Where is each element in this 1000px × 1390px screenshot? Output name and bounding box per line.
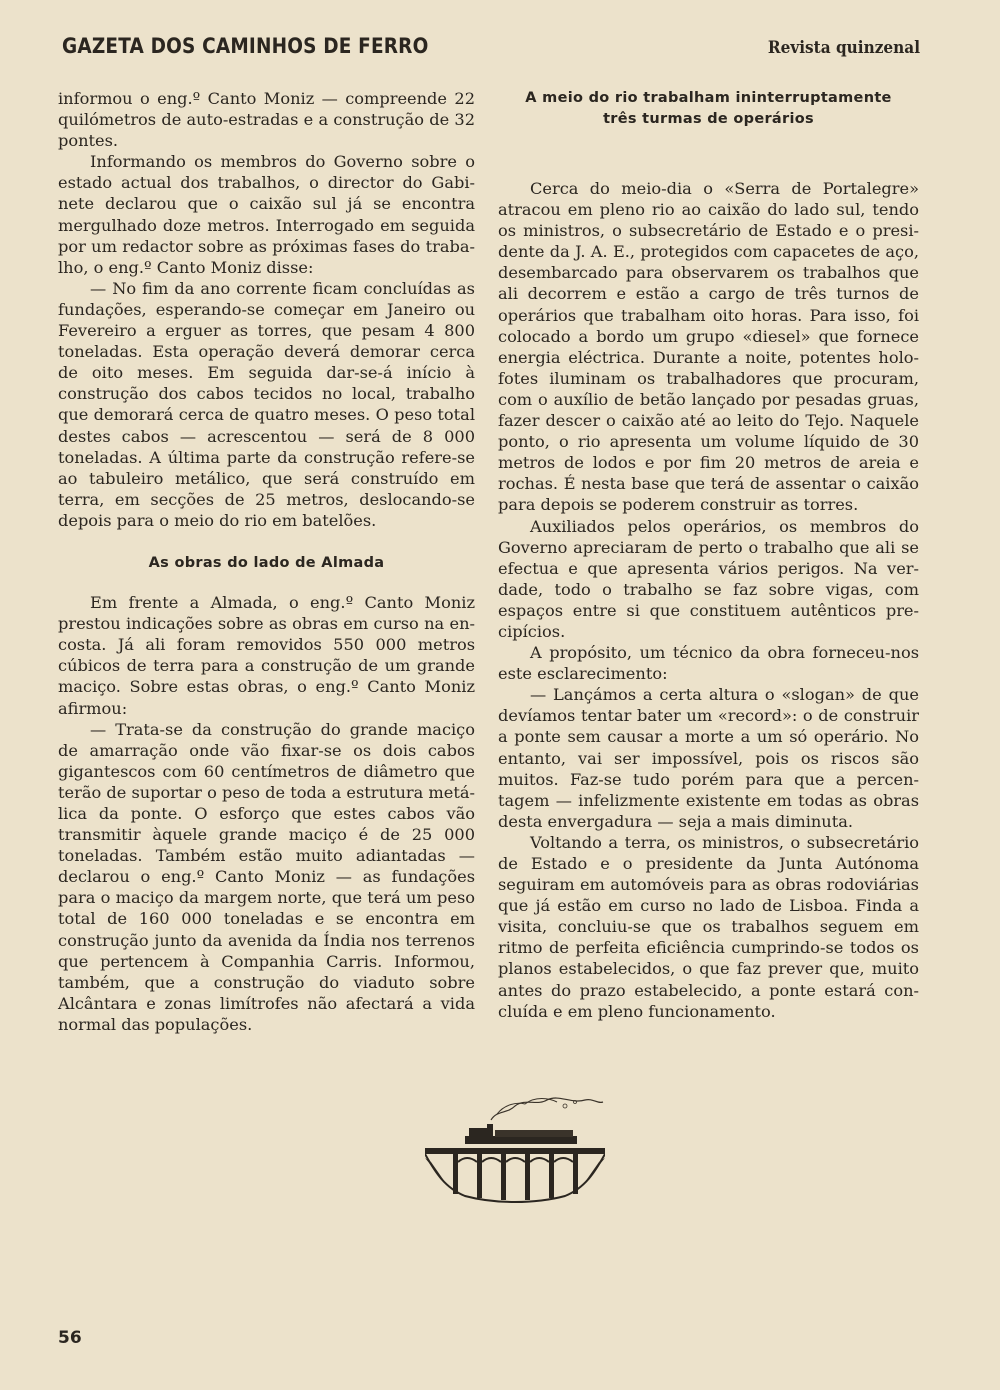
publication-title: GAZETA DOS CAMINHOS DE FERRO: [62, 34, 429, 58]
page-header: [62, 22, 920, 58]
paragraph: — No fim da ano corrente ficam concluídas as fundações, esperando-se começar em Janeiro ou Fevereiro a erguer as torres, que pesam 4 800 toneladas. Esta operação deverá demorar cerca de oito meses. Em seguida dar-se-á início à construção dos cabos tecidos no local, trabalho que demorará cerca de quatro meses. O peso total destes cabos — acrescentou — será de 8 000 toneladas. A última parte da construção refere-se ao tabuleiro metálico, que será construído em terra, em secções de 25 metros, deslocando-se depois para o meio do rio em batelões.: [58, 278, 475, 530]
left-column: [58, 88, 475, 1035]
publication-subtitle: Revista quinzenal: [767, 38, 920, 58]
paragraph: informou o eng.º Canto Moniz — compreende 22 quilómetros de auto-estradas e a construção de 32 pontes.: [58, 89, 475, 151]
paragraph: Auxiliados pelos operários, os membros do Governo apreciaram de perto o trabalho que ali se efectua e que apresenta vários perigos. Na verdade, todo o trabalho se faz sobre vigas, com espaços entre si que constituem autênticos precipícios.: [498, 516, 919, 641]
paragraph: Em frente a Almada, o eng.º Canto Moniz prestou indicações sobre as obras em curso na encosta. Já ali foram removidos 550 000 metros cúbicos de terra para a construção de um grande maciço. Sobre estas obras, o eng.º Canto Moniz afirmou:: [58, 593, 475, 718]
section-heading: [498, 88, 919, 130]
section-heading-line: A meio do rio trabalham ininterruptamente: [525, 90, 892, 106]
section-heading-line: três turmas de operários: [603, 111, 814, 127]
paragraph: Voltando a terra, os ministros, o subsecretário de Estado e o presidente da Junta Autónoma seguiram em automóveis para as obras rodoviárias que já estão em curso no lado de Lisboa. Finda a visita, concluiu-se que os trabalhos seguem em ritmo de perfeita eficiência cumprindo-se todos os planos estabelecidos, o que faz prever que, muito antes do prazo estabelecido, a ponte estará concluída e em pleno funcionamento.: [498, 832, 919, 1021]
paragraph: — Lançámos a certa altura o «slogan» de que devíamos tentar bater um «record»: o de construir a ponte sem causar a morte a um só operário. No entanto, vai ser impossível, pois os riscos são muitos. Faz-se tudo porém para que a percentagem — infelizmente existente em todas as obras desta envergadura — seja a mais diminuta.: [498, 685, 919, 831]
page-number: 56: [58, 1328, 82, 1348]
train-on-viaduct-icon: [425, 1092, 605, 1204]
right-column: [498, 88, 919, 1022]
section-heading: As obras do lado de Almada: [148, 554, 385, 571]
paragraph: Informando os membros do Governo sobre o estado actual dos trabalhos, o director do Gabinete declarou que o caixão sul já se encontra mergulhado doze metros. Interrogado em seguida por um redactor sobre as próximas fases do trabalho, o eng.º Canto Moniz disse:: [58, 152, 475, 277]
paragraph: — Trata-se da construção do grande maciço de amarração onde vão fixar-se os dois cabos gigantescos com 60 centímetros de diâmetro que terão de suportar o peso de toda a estrutura metálica da ponte. O esforço que estes cabos vão transmitir àquele grande maciço é de 25 000 toneladas. Também estão muito adiantadas — declarou o eng.º Canto Moniz — as fundações para o maciço da margem norte, que terá um peso total de 160 000 toneladas e se encontra em construção junto da avenida da Índia nos terrenos que pertencem à Companhia Carris. Informou, também, que a construção do viaduto sobre Alcântara e zonas limítrofes não afectará a vida normal das populações.: [58, 719, 475, 1034]
paragraph: Cerca do meio-dia o «Serra de Portalegre» atracou em pleno rio ao caixão do lado sul, tendo os ministros, o subsecretário de Estado e o presidente da J. A. E., protegidos com capacetes de aço, desembarcado para observarem os trabalhos que ali decorrem e estão a cargo de três turnos de operários que trabalham oito horas. Para isso, foi colocado a bordo um grupo «diesel» que fornece energia eléctrica. Durante a noite, potentes holofotes iluminam os trabalhadores que procuram, com o auxílio de betão lançado por pesadas gruas, fazer descer o caixão até ao leito do Tejo. Naquele ponto, o rio apresenta um volume líquido de 30 metros de lodos e por fim 20 metros de areia e rochas. É nesta base que terá de assentar o caixão para depois se poderem construir as torres.: [498, 179, 919, 515]
paragraph: A propósito, um técnico da obra forneceu-nos este esclarecimento:: [498, 643, 919, 684]
